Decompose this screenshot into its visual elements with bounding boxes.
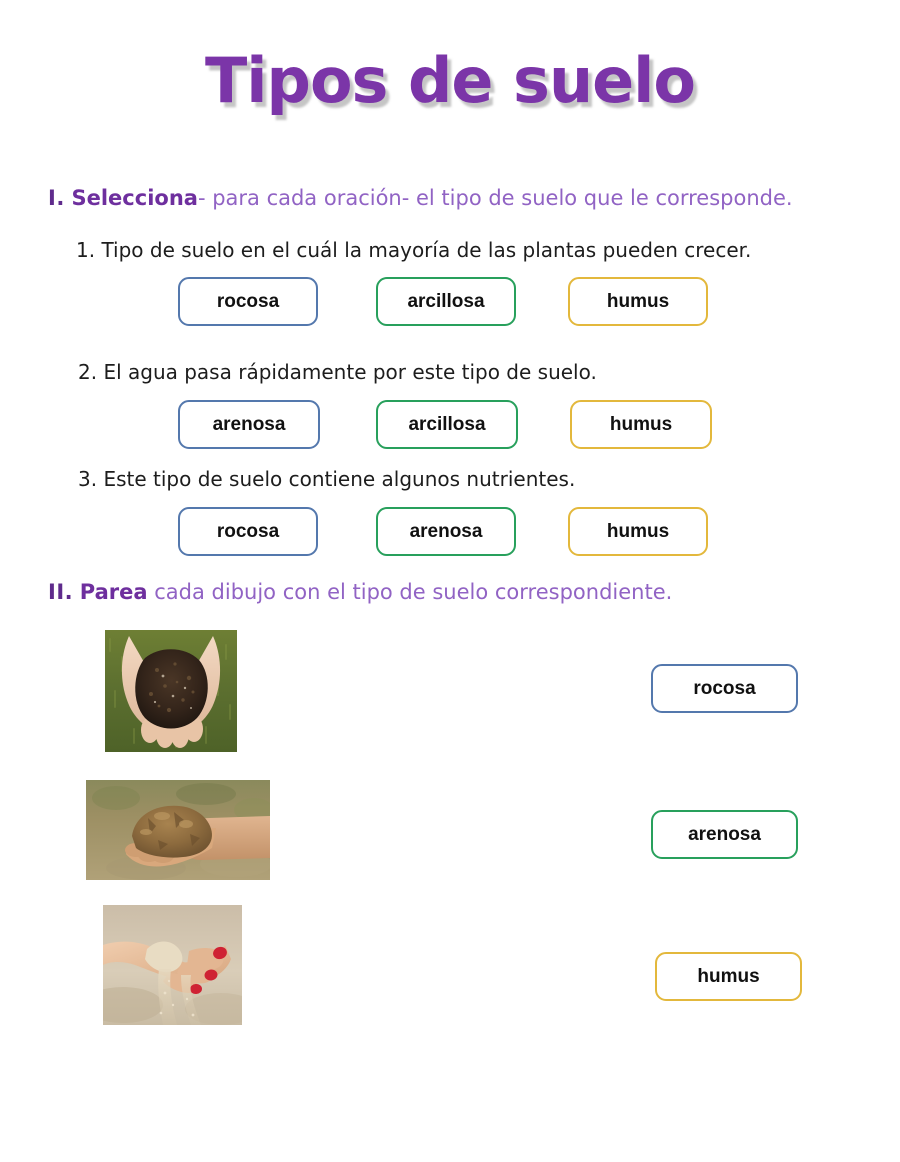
option-slot [376, 507, 516, 556]
option-slot [178, 400, 320, 449]
option-box-humus[interactable]: humus [568, 507, 708, 556]
option-box-arcillosa[interactable]: arcillosa [376, 400, 518, 449]
option-box-rocosa[interactable]: rocosa [178, 277, 318, 326]
question-1-text: 1. Tipo de suelo en el cuál la mayoría de las plantas pueden crecer. [76, 238, 752, 262]
page-title: Tipos de suelo [205, 44, 695, 117]
question-3-text: 3. Este tipo de suelo contiene algunos nutrientes. [78, 467, 576, 491]
option-box-humus[interactable]: humus [570, 400, 712, 449]
question-2-text: 2. El agua pasa rápidamente por este tipo de suelo. [78, 360, 597, 384]
option-box-arenosa[interactable]: arenosa [178, 400, 320, 449]
section-2-verb: Parea [79, 580, 148, 604]
option-slot [568, 277, 708, 326]
option-box-rocosa[interactable]: rocosa [178, 507, 318, 556]
photo-hand-dropping-sand [103, 905, 242, 1025]
option-slot [376, 277, 516, 326]
photo-hand-holding-clay-soil [86, 780, 270, 880]
question-1-options [178, 277, 708, 326]
question-3-options [178, 507, 708, 556]
section-2-numeral: II. [48, 580, 74, 604]
section-1-verb: Selecciona [71, 186, 198, 210]
photo-hands-holding-humus-soil [105, 630, 237, 752]
section-2-instruction: cada dibujo con el tipo de suelo correspondiente. [147, 580, 673, 604]
option-slot [178, 507, 318, 556]
question-2-options [178, 400, 712, 449]
option-slot [178, 277, 318, 326]
section-1-instruction: - para cada oración- el tipo de suelo que le corresponde. [197, 186, 793, 210]
option-box-arcillosa[interactable]: arcillosa [376, 277, 516, 326]
section-1-numeral: I. [48, 186, 65, 210]
option-slot [376, 400, 518, 449]
section-1-heading [48, 186, 793, 210]
option-box-humus[interactable]: humus [568, 277, 708, 326]
option-slot [570, 400, 712, 449]
option-box-arenosa[interactable]: arenosa [376, 507, 516, 556]
match-box-rocosa[interactable]: rocosa [651, 664, 798, 713]
match-box-humus[interactable]: humus [655, 952, 802, 1001]
section-2-heading [48, 580, 672, 604]
match-box-arenosa[interactable]: arenosa [651, 810, 798, 859]
option-slot [568, 507, 708, 556]
